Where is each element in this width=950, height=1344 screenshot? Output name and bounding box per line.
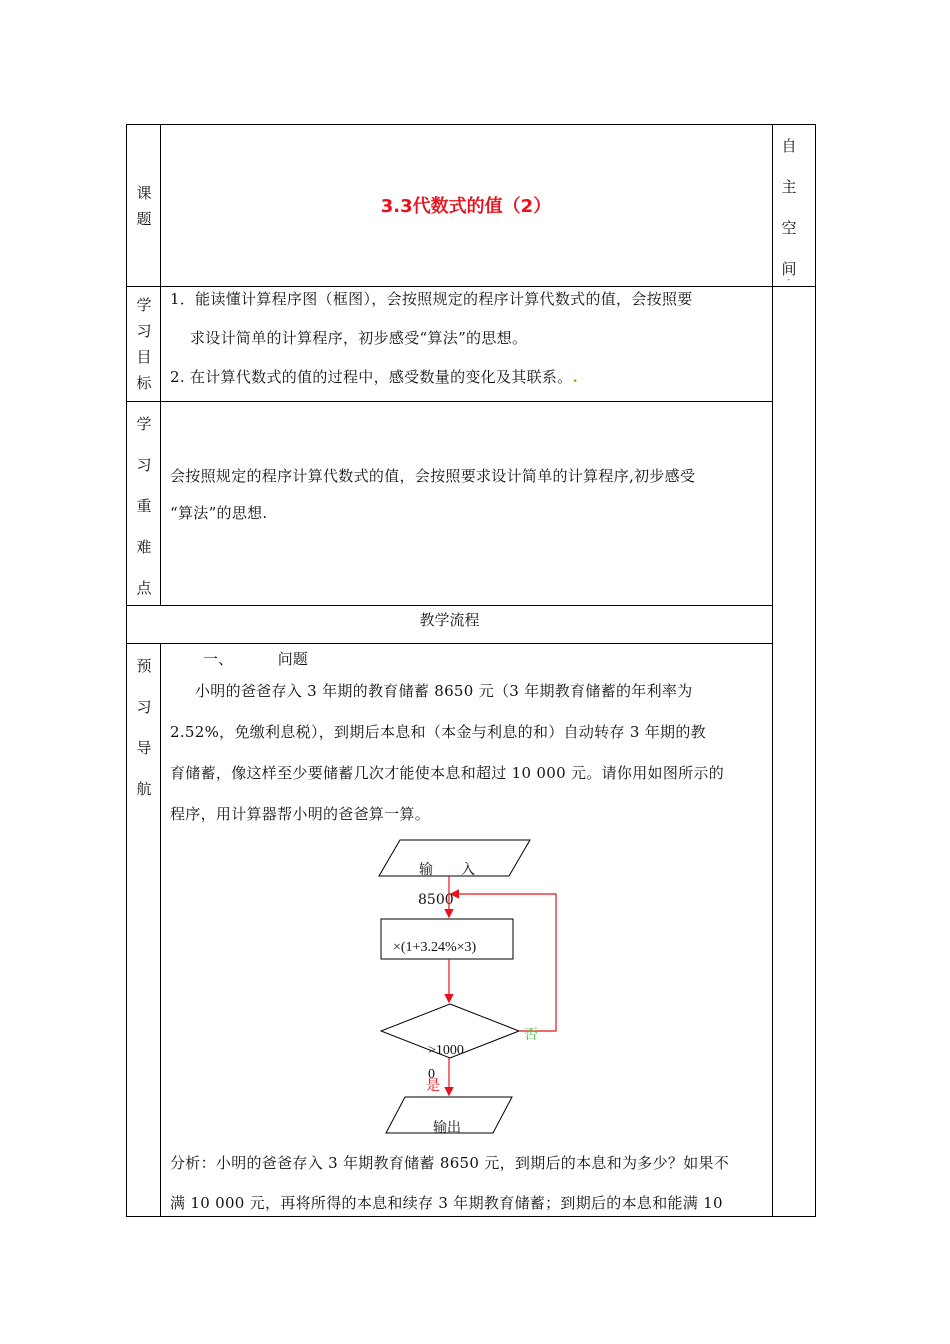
decision-label: >1000 0	[428, 1043, 464, 1082]
preview-label: 预 习 导 航	[136, 657, 152, 798]
objectives-label: 学 习 目 标	[136, 296, 152, 392]
objective-trailing-mark: .	[572, 368, 579, 386]
analysis-paragraph	[170, 1143, 729, 1223]
page-title: 3.3代数式的值（2）	[380, 196, 552, 217]
self-study-space-label: 自 主 空 间	[781, 137, 797, 278]
section-title: 问题	[277, 650, 308, 668]
objective-line-3: 2. 在计算代数式的值的过程中，感受数量的变化及其联系。.	[170, 368, 579, 386]
analysis-line-2: 满 10 000 元，再将所得的本息和续存 3 年期教育储蓄；到期后的本息和能满 10	[170, 1194, 723, 1212]
section-number: 一、	[203, 650, 234, 668]
no-branch-label: 否	[524, 1027, 538, 1043]
difficulty-label: 学 习 重 难 点	[136, 415, 152, 597]
difficulty-line-1: 会按照规定的程序计算代数式的值，会按照要求设计简单的计算程序,初步感受	[170, 467, 696, 485]
output-label: 输出	[433, 1120, 461, 1136]
process-header: 教学流程	[419, 611, 480, 629]
problem-line-4: 程序，用计算器帮小明的爸爸算一算。	[170, 805, 431, 823]
aside-mark: ·	[787, 276, 791, 286]
analysis-line-1: 分析：小明的爸爸存入 3 年期教育储蓄 8650 元，到期后的本息和为多少？如果不	[170, 1154, 730, 1172]
input-value: 8500	[418, 892, 454, 908]
problem-line-2: 2.52%，免缴利息税），到期后本息和（本金与利息的和）自动转存 3 年期的教	[170, 723, 706, 741]
yes-branch-label: 是	[426, 1078, 440, 1094]
objective-line-1: 1．能读懂计算程序图（框图），会按照规定的程序计算代数式的值，会按照要	[170, 290, 693, 308]
objective-line-2: 求设计简单的计算程序，初步感受“算法”的思想。	[190, 329, 528, 347]
problem-line-1: 小明的爸爸存入 3 年期的教育储蓄 8650 元（3 年期教育储蓄的年利率为	[195, 682, 693, 700]
input-label: 输 入	[419, 862, 475, 878]
topic-label: 课 题	[136, 184, 152, 228]
problem-line-3: 育储蓄，像这样至少要储蓄几次才能使本息和超过 10 000 元。请你用如图所示的	[170, 764, 725, 782]
difficulty-line-2: “算法”的思想.	[170, 504, 268, 522]
process-label: ×(1+3.24%×3)	[393, 940, 477, 955]
